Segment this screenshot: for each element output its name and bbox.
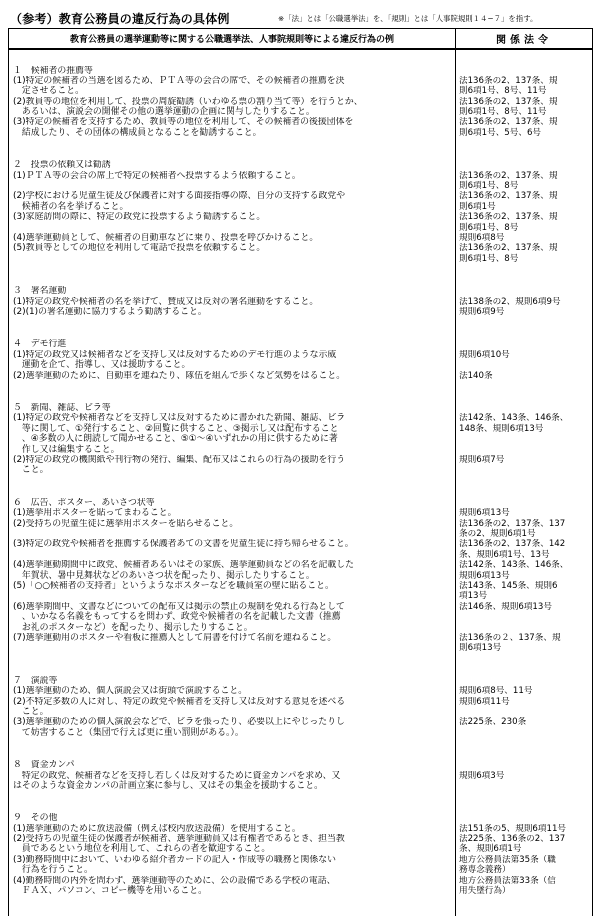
violation-item [13,686,452,696]
violation-item [13,560,452,581]
table-body [9,49,593,916]
section-spacer [13,270,452,286]
violation-text-line: (2)受持ちの児童生徒の保護者が候補者、選挙運動員又は有権者であるとき、担当教 [13,834,345,845]
section-spacer [13,797,452,813]
violation-text-line: (2)受持ちの児童生徒に選挙用ポスターを貼らせること。 [13,518,239,529]
document-header [8,6,592,28]
section-spacer [459,323,590,339]
section-spacer [13,744,452,760]
violation-text-line: ＦＡＸ、パソコン、コピー機等を用いること。 [13,886,208,897]
section-title: ４ デモ行進 [13,339,67,350]
law-reference-line: 法138条の2、規則6項9号 [459,296,561,307]
violation-item [13,824,452,834]
violation-text-line: (7)選挙運動用のポスターや看板に推薦人として肩書を付けて名前を連ねること。 [13,632,337,643]
violation-text-line: (1)特定の政党や候補者などを支持し又は反対するために書かれた新聞、雑誌、ビラ [13,413,346,424]
violation-text-line: (6)選挙期間中、文書などについての配布又は掲示の禁止の規制を免れる行為として [13,601,345,612]
section-spacer [13,660,452,676]
violation-text-line: 作し又は編集すること。 [13,444,120,455]
section-laws [456,49,593,145]
law-reference-line: 則6項1号 [459,201,496,212]
violation-text-line: (1)選挙用ポスターを貼ってまわること。 [13,508,177,519]
section-spacer [13,144,452,160]
law-reference-line: 規則6項8号 [459,233,505,244]
law-reference [459,97,590,118]
violation-item [13,455,452,476]
violation-item [13,581,452,602]
law-reference-line: 法136条の2、137条、規 [459,96,558,107]
violation-item [13,697,452,718]
section-title: ５ 新聞、雑誌、ビラ等 [13,403,111,413]
law-reference-line: 規則6項7号 [459,454,505,465]
law-reference [459,307,590,317]
law-reference-line: 用失墜行為） [459,886,511,897]
law-reference-line: 法136条の2、137条、規 [459,117,558,128]
violation-text-line: 特定の政党、候補者などを支持し若しくは反対するために資金カンパを求め、又 [13,770,341,781]
section-spacer [459,744,590,760]
violation-text-line: 運動を企て、指導し、又は援助すること。 [13,360,191,371]
section-title: ９ その他 [13,813,58,824]
violation-item [13,519,452,540]
law-reference [459,519,590,540]
law-reference-line: 則6項1号、8号 [459,253,519,264]
violation-text-line: (4)勤務時間の内外を問わず、選挙運動等のために、公の設備である学校の電話、 [13,875,336,886]
law-reference-line: 法136条の2、137条、規 [459,191,558,202]
law-reference [459,508,590,518]
violation-text-line: て妨害すること（集団で行えば更に重い罰則がある。）。 [13,727,244,738]
law-reference [459,834,590,855]
law-reference [459,76,590,97]
section-spacer [13,50,452,66]
violation-item [13,233,452,243]
violation-text-line: (5)「○○候補者の支持者」というようなポスターなどを職員室の壁に貼ること。 [13,580,334,591]
violation-table [8,28,593,916]
law-reference [459,413,590,455]
violation-item [13,771,452,792]
law-reference-line: 法142条、143条、146条、 [459,560,569,571]
law-reference-line: 法143条、145条、規則6 [459,580,558,591]
section-title-spacer [459,676,590,686]
law-reference [459,771,590,792]
law-reference [459,581,590,602]
violation-item [13,539,452,560]
section-spacer [459,797,590,813]
violation-text-line: 行為を行うこと。 [13,865,93,876]
document-title: （参考）教育公務員の違反行為の具体例 [10,12,230,26]
law-reference-line: 条の2、規則6項1号 [459,528,536,539]
section-row [9,797,593,902]
section-spacer [459,387,590,403]
violation-item [13,855,452,876]
violation-text-line: 候補者の名を挙げること。 [13,201,129,212]
table-header-row [9,29,593,49]
violation-text-line: (2)特定の政党の機関紙や刊行物の発行、編集、配布又はこれらの行為の援助を行う [13,454,346,465]
law-reference-line: 法140条 [459,370,493,381]
law-reference-line: 規則6項9号 [459,307,505,318]
law-reference-line: 地方公務員法第33条（信 [459,875,556,886]
violation-text-line: 等に関して、①発行すること、②回覧に供すること、③掲示し又は配布すること [13,423,339,434]
section-laws [456,797,593,902]
law-reference [459,455,590,476]
law-reference [459,297,590,307]
section-title: ７ 演説等 [13,675,58,686]
law-reference-line: 則6項1号、8号、11号 [459,86,547,97]
violation-item [13,307,452,317]
law-reference [459,350,590,371]
law-reference-line: 規則6項3号 [459,770,505,781]
law-reference-line: 法142条、143条、146条、 [459,413,569,424]
law-reference-line: 法136条の2、137条、規 [459,170,558,181]
section-title-spacer [459,760,590,770]
violation-text-line: (2)学校における児童生徒及び保護者に対する面接指導の際、自分の支持する政党や [13,191,346,202]
section-title: ３ 署名運動 [13,286,67,297]
violation-text-line: (5)教員等としての地位を利用して電話で投票を依頼すること。 [13,243,266,254]
law-reference [459,539,590,560]
law-reference-line: 法225条、230条 [459,717,527,728]
section-description [9,144,456,270]
section-spacer [459,660,590,676]
section-title: ８ 資金カンパ [13,760,75,771]
section-laws [456,323,593,387]
violation-item [13,117,452,138]
section-spacer [13,387,452,403]
law-reference [459,876,590,897]
violation-text-line: (2)(1)の署名運動に協力するよう勧誘すること。 [13,307,207,318]
section-title-spacer [459,498,590,508]
violation-text-line: (3)特定の政党や候補者を推薦する保護者あての文書を児童生徒に持ち帰らせること。 [13,539,354,550]
definition-note: ※「法」とは「公職選挙法」を、「規則」とは「人事院規則１４−７」を指す。 [278,14,538,23]
law-reference-line: 法136条の2、137条、142 [459,539,566,550]
law-reference [459,243,590,264]
law-reference [459,697,590,718]
section-laws [456,660,593,744]
law-reference [459,633,590,654]
violation-text-line: 員であるという地位を利用して、これらの者を歓迎すること。 [13,844,271,855]
law-reference-line: 法136条の2、137条、規 [459,212,558,223]
violation-item [13,243,452,264]
section-description [9,744,456,797]
header-examples: 教育公務員の選挙運動等に関する公職選挙法、人事院規則等による違反行為の例 [9,29,456,49]
law-reference [459,824,590,834]
law-reference-line: 法136条の2、137条、規 [459,75,558,86]
law-reference-line: 規則6項10号 [459,349,510,360]
violation-item [13,212,452,233]
violation-text-line: (3)家庭訪問の際に、特定の政党に投票するよう勧誘すること。 [13,212,266,223]
violation-item [13,717,452,738]
section-title: ２ 投票の依頼又は勧誘 [13,160,111,171]
law-reference-line: 法151条の5、規則6項11号 [459,823,567,834]
violation-text-line: (2)選挙運動のために、自動車を連ねたり、隊伍を組んで歩くなど気勢をはること。 [13,370,346,381]
violation-text-line: 、④多数の人に朗読して聞かせること、⑤①〜④いずれかの用に供するために著 [13,434,338,445]
section-laws [456,744,593,797]
violation-text-line: 年賀状、暑中見舞状などのあいさつ状を配ったり、掲示したりすること。 [13,570,315,581]
violation-text-line: (2)不特定多数の人に対し、特定の政党や候補者を支持し又は反対する意見を述べる [13,696,346,707]
section-laws [456,482,593,660]
law-reference-line: 条、規則6項1号 [459,844,522,855]
section-row [9,49,593,145]
section-row [9,387,593,482]
law-reference-line: 務専念義務） [459,865,511,876]
violation-item [13,834,452,855]
law-reference [459,117,590,138]
violation-text-line: はそのような資金カンパの計画立案に参与し、又はその集金を援助すること。 [13,780,323,791]
violation-text-line: 定させること。 [13,86,84,97]
violation-text-line: (1)選挙運動のために放送設備（例えば校内放送設備）を使用すること。 [13,823,301,834]
violation-text-line: 、いかなる名義をもってするを問わず、政党や候補者の名を記載した文書（推薦 [13,612,341,623]
violation-item [13,371,452,381]
section-description [9,660,456,744]
law-reference-line: 規則6項11号 [459,696,510,707]
violation-text-line: 結成したり、その団体の構成員となることを勧誘すること。 [13,127,262,138]
section-title-spacer [459,66,590,76]
law-reference [459,191,590,212]
law-reference-line: 則6項1号、5号、6号 [459,127,542,138]
violation-item [13,76,452,97]
table-bottom-row [9,902,593,916]
law-reference [459,602,590,633]
section-row [9,323,593,387]
section-title-spacer [459,403,590,413]
violation-item [13,297,452,307]
law-reference-line: 法136条の2、137条、規 [459,243,558,254]
law-reference [459,855,590,876]
law-reference-line: 規則6項8号、11号 [459,686,533,697]
law-reference-line: 則6項1号、8号 [459,222,519,233]
violation-item [13,97,452,118]
section-laws [456,387,593,482]
law-reference [459,212,590,233]
section-spacer [13,323,452,339]
violation-item [13,413,452,455]
violation-text-line: (1)ＰＴＡ等の会合の席上で特定の候補者へ投票するよう依頼すること。 [13,170,301,181]
violation-text-line: あるいは、演説会の開催その他の選挙運動の企画に関与したりすること。 [13,107,315,118]
law-reference-line: 法146条、規則6項13号 [459,601,552,612]
law-reference-line: 148条、規則6項13号 [459,423,544,434]
section-spacer [459,50,590,66]
section-title-spacer [459,339,590,349]
violation-item [13,602,452,633]
section-laws [456,144,593,270]
violation-text-line: こと。 [13,465,49,476]
section-description [9,387,456,482]
violation-text-line: お礼のポスターなど）を配ったり、掲示したりすること。 [13,622,253,633]
law-reference [459,686,590,696]
section-title: ６ 広告、ポスター、あいさつ状等 [13,497,155,508]
violation-text-line: (3)勤務時間中において、いわゆる紹介者カードの記入・作成等の職務と関係ない [13,854,337,865]
law-reference [459,560,590,581]
law-reference-line: 則6項13号 [459,643,502,654]
header-related-laws: 関係法令 [456,29,593,49]
violation-text-line: (1)選挙運動のため、個人演説会又は街頭で演説すること。 [13,686,248,697]
violation-text-line: (3)選挙運動のための個人演説会などで、ビラを張ったり、必要以上にやじったりし [13,717,345,728]
law-reference [459,233,590,243]
section-row [9,270,593,323]
law-reference-line: 条、規則6項1号、13号 [459,549,550,560]
section-title-spacer [459,160,590,170]
violation-item [13,876,452,897]
section-row [9,744,593,797]
law-reference [459,371,590,381]
section-row [9,144,593,270]
section-spacer [13,482,452,498]
section-row [9,482,593,660]
law-reference-line: 規則6項13号 [459,570,510,581]
violation-item [13,508,452,518]
violation-text-line: (1)特定の候補者の当選を図るため、ＰＴＡ等の会合の席で、その候補者の推薦を決 [13,75,345,86]
section-description [9,797,456,902]
section-title: １ 候補者の推薦等 [13,65,93,76]
section-title-spacer [459,286,590,296]
violation-text-line: (4)選挙運動員として、候補者の自動車などに乗り、投票を呼びかけること。 [13,233,319,244]
section-description [9,482,456,660]
violation-text-line: (1)特定の政党又は候補者などを支持し又は反対するためのデモ行進のような示威 [13,349,337,360]
violation-text-line: (1)特定の政党や候補者の名を挙げて、賛成又は反対の署名運動をすること。 [13,296,319,307]
violation-item [13,171,452,192]
section-description [9,49,456,145]
law-reference-line: 法136条の2、137条、137 [459,518,566,529]
bottom-cell [9,902,456,916]
section-description [9,323,456,387]
violation-item [13,191,452,212]
violation-text-line: こと。 [13,706,49,717]
section-spacer [459,482,590,498]
violation-item [13,350,452,371]
law-reference-line: 則6項1号、8号 [459,181,519,192]
violation-text-line: (2)教員等の地位を利用して、投票の周旋勧誘（いわゆる票の割り当て等）を行うとか、 [13,96,363,107]
section-row [9,660,593,744]
section-spacer [459,144,590,160]
violation-item [13,633,452,654]
section-description [9,270,456,323]
law-reference [459,717,590,738]
law-reference-line: 規則6項13号 [459,508,510,519]
law-reference [459,171,590,192]
violation-text-line: (3)特定の候補者を支持するため、教員等の地位を利用して、その候補者の後援団体を [13,117,354,128]
section-title-spacer [459,813,590,823]
bottom-cell [456,902,593,916]
law-reference-line: 法225条、136条の2、137 [459,834,566,845]
law-reference-line: 法136条の２、137条、規 [459,632,561,643]
law-reference-line: 項13号 [459,591,488,602]
law-reference-line: 則6項1号、8号、11号 [459,107,547,118]
section-laws [456,270,593,323]
law-reference-line: 地方公務員法第35条（職 [459,854,556,865]
violation-text-line: (4)選挙運動期間中に政党、候補者あるいはその家族、選挙運動員などの名を記載した [13,560,354,571]
section-spacer [459,270,590,286]
